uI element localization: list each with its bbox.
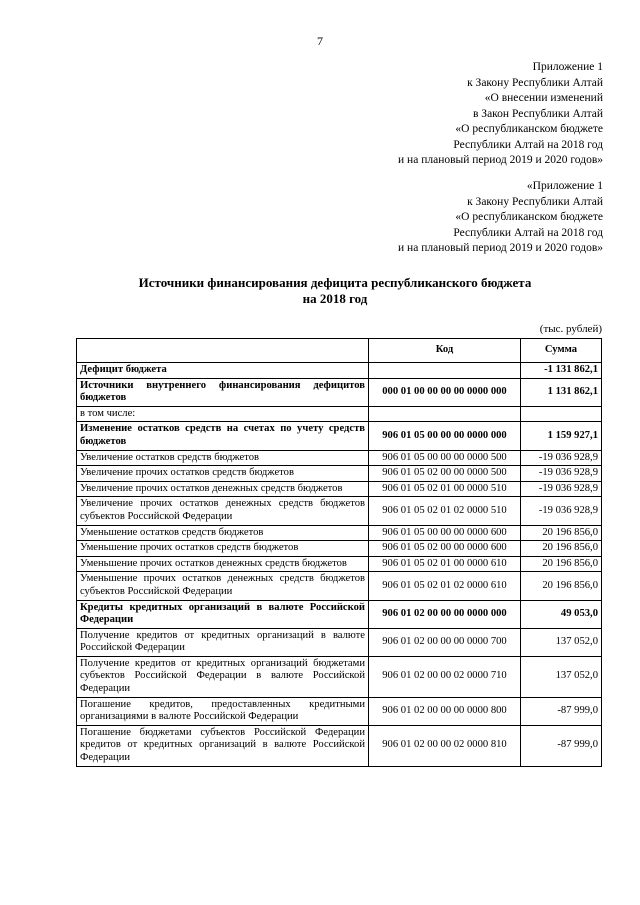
row-sum-cell [521,406,602,422]
row-name-cell: Увеличение прочих остатков денежных средств бюджетов [77,481,369,497]
header-name [77,339,369,363]
table-row [77,497,602,525]
row-sum-cell: -19 036 928,9 [521,466,602,482]
row-sum-cell: -1 131 862,1 [521,363,602,379]
row-code-cell: 906 01 05 02 00 00 0000 600 [369,541,521,557]
row-name-cell: Получение кредитов от кредитных организаций в валюте Российской Федерации [77,628,369,656]
row-code-cell: 906 01 02 00 00 02 0000 810 [369,725,521,766]
row-code-cell: 906 01 05 02 01 02 0000 510 [369,497,521,525]
budget-sources-table [76,338,602,767]
row-code-cell: 906 01 02 00 00 00 0000 700 [369,628,521,656]
page-number: 7 [317,34,323,48]
row-code-cell: 906 01 02 00 00 00 0000 800 [369,697,521,725]
row-code-cell: 000 01 00 00 00 00 0000 000 [369,378,521,406]
row-sum-cell: 20 196 856,0 [521,541,602,557]
table-row [77,541,602,557]
units-label: (тыс. рублей) [539,323,602,335]
row-code-cell: 906 01 02 00 00 00 0000 000 [369,600,521,628]
row-code-cell: 906 01 05 02 01 02 0000 610 [369,572,521,600]
row-name-cell: Источники внутреннего финансирования дефицитов бюджетов [77,378,369,406]
row-name-cell: в том числе: [77,406,369,422]
row-code-cell: 906 01 05 02 01 00 0000 510 [369,481,521,497]
row-name-cell: Погашение кредитов, предоставленных кредитными организациями в валюте Российской Федерации [77,697,369,725]
table-row [77,450,602,466]
table-row [77,525,602,541]
row-sum-cell: -19 036 928,9 [521,481,602,497]
appendix-line: «О республиканском бюджете [455,123,603,135]
row-sum-cell: 20 196 856,0 [521,525,602,541]
appendix-line: и на плановый период 2019 и 2020 годов» [398,154,603,166]
row-code-cell [369,363,521,379]
table-row [77,406,602,422]
title-line: на 2018 год [302,291,368,306]
row-name-cell: Изменение остатков средств на счетах по учету средств бюджетов [77,422,369,450]
row-sum-cell: -19 036 928,9 [521,497,602,525]
row-code-cell: 906 01 05 02 01 00 0000 610 [369,556,521,572]
table-row [77,572,602,600]
table-row [77,628,602,656]
row-name-cell: Уменьшение прочих остатков денежных средств бюджетов субъектов Российской Федерации [77,572,369,600]
appendix-line: к Закону Республики Алтай [467,195,603,208]
table-row [77,725,602,766]
table-row [77,481,602,497]
row-name-cell: Увеличение прочих остатков денежных средств бюджетов субъектов Российской Федерации [77,497,369,525]
row-name-cell: Дефицит бюджета [77,363,369,379]
appendix-line: «Приложение 1 [526,180,603,192]
row-sum-cell: -19 036 928,9 [521,450,602,466]
appendix-note-amendment [398,60,603,169]
row-sum-cell: -87 999,0 [521,725,602,766]
row-code-cell: 906 01 05 02 00 00 0000 500 [369,466,521,482]
appendix-line: Республики Алтай на 2018 год [453,138,603,151]
row-sum-cell: -87 999,0 [521,697,602,725]
row-sum-cell: 20 196 856,0 [521,556,602,572]
appendix-line: «О внесении изменений [484,92,603,104]
table-row [77,466,602,482]
appendix-line: в Закон Республики Алтай [473,107,603,120]
row-sum-cell: 1 159 927,1 [521,422,602,450]
row-code-cell: 906 01 05 00 00 00 0000 500 [369,450,521,466]
table-header-row [77,339,602,363]
appendix-line: Республики Алтай на 2018 год [453,226,603,239]
appendix-line: «О республиканском бюджете [455,211,603,223]
table-row [77,556,602,572]
row-name-cell: Получение кредитов от кредитных организаций бюджетами субъектов Российской Федерации в валюте Российской Федерации [77,656,369,697]
table-row [77,656,602,697]
title-line: Источники финансирования дефицита республиканского бюджета [138,275,532,290]
row-name-cell: Увеличение остатков средств бюджетов [77,450,369,466]
row-name-cell: Уменьшение прочих остатков средств бюджетов [77,541,369,557]
header-sum: Сумма [521,339,602,363]
row-code-cell: 906 01 05 00 00 00 0000 600 [369,525,521,541]
row-name-cell: Уменьшение прочих остатков денежных средств бюджетов [77,556,369,572]
row-code-cell: 906 01 02 00 00 02 0000 710 [369,656,521,697]
row-code-cell [369,406,521,422]
table-row [77,600,602,628]
table-row [77,697,602,725]
header-code: Код [369,339,521,363]
row-name-cell: Кредиты кредитных организаций в валюте Российской Федерации [77,600,369,628]
appendix-line: и на плановый период 2019 и 2020 годов» [398,242,603,254]
row-sum-cell: 20 196 856,0 [521,572,602,600]
row-code-cell: 906 01 05 00 00 00 0000 000 [369,422,521,450]
appendix-note-original [398,179,603,257]
row-name-cell: Уменьшение остатков средств бюджетов [77,525,369,541]
row-sum-cell: 1 131 862,1 [521,378,602,406]
row-sum-cell: 49 053,0 [521,600,602,628]
table-row [77,363,602,379]
row-sum-cell: 137 052,0 [521,628,602,656]
row-name-cell: Увеличение прочих остатков средств бюджетов [77,466,369,482]
table-row [77,378,602,406]
appendix-line: к Закону Республики Алтай [467,76,603,89]
row-name-cell: Погашение бюджетами субъектов Российской Федерации кредитов от кредитных организаций в валюте Российской Федерации [77,725,369,766]
row-sum-cell: 137 052,0 [521,656,602,697]
table-row [77,422,602,450]
document-title [0,275,640,307]
appendix-line: Приложение 1 [532,61,603,73]
